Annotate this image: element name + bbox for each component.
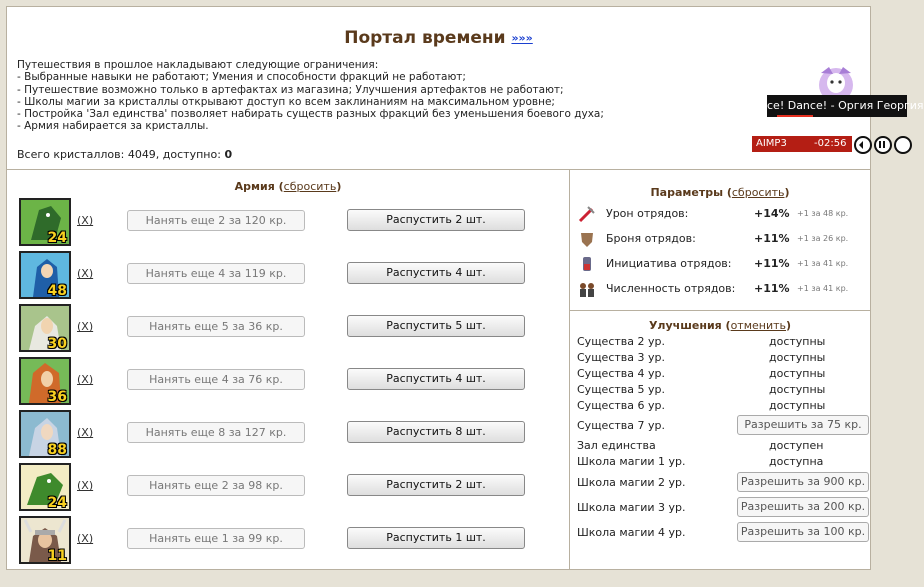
unit-portrait-icon[interactable] xyxy=(19,357,71,405)
unit-row xyxy=(19,357,559,403)
param-cost: +1 за 48 кр. xyxy=(797,209,849,218)
unit-count: 36 xyxy=(47,389,67,405)
param-row xyxy=(578,204,868,224)
unit-count: 24 xyxy=(47,230,67,246)
crystals-available: 0 xyxy=(224,148,233,161)
params-section xyxy=(570,170,870,311)
track-bar[interactable] xyxy=(767,95,924,117)
top-panel xyxy=(7,7,870,170)
upgrade-name: Существа 7 ур. xyxy=(577,419,665,432)
params-title-text: Параметры xyxy=(650,186,724,199)
hire-button[interactable]: Нанять еще 2 за 120 кр. xyxy=(127,210,305,231)
dismiss-button[interactable]: Распустить 5 шт. xyxy=(347,315,525,337)
param-row xyxy=(578,254,868,274)
upgrade-status: доступны xyxy=(769,335,826,348)
param-row xyxy=(578,229,868,249)
param-row xyxy=(578,279,868,299)
upgrades-title: Улучшения (отменить) xyxy=(648,319,792,332)
param-cost: +1 за 41 кр. xyxy=(797,259,849,268)
upgrade-status: доступны xyxy=(769,383,826,396)
upgrade-name: Школа магии 1 ур. xyxy=(577,455,686,468)
unit-count: 24 xyxy=(47,495,67,511)
army-section xyxy=(7,170,570,569)
initiative-icon xyxy=(578,255,596,273)
unit-row xyxy=(19,251,559,297)
rewind-icon[interactable] xyxy=(854,136,872,154)
army-reset-link[interactable]: сбросить xyxy=(283,180,337,193)
media-player xyxy=(756,90,924,155)
dismiss-button[interactable]: Распустить 4 шт. xyxy=(347,368,525,390)
player-app: AIMP3 xyxy=(756,138,787,149)
unit-count: 88 xyxy=(47,442,67,458)
params-title: Параметры (сбросить) xyxy=(650,186,790,199)
params-reset-link[interactable]: сбросить xyxy=(731,186,785,199)
upgrade-status: доступны xyxy=(769,399,826,412)
allow-button[interactable]: Разрешить за 900 кр. xyxy=(737,472,869,492)
dismiss-button[interactable]: Распустить 1 шт. xyxy=(347,527,525,549)
upgrade-name: Школа магии 2 ур. xyxy=(577,476,686,489)
unit-count: 48 xyxy=(47,283,67,299)
track-title: ce! Dance! - Оргия Георгия xyxy=(767,99,924,112)
rule-line: - Школы магии за кристаллы открывают доступ ко всем заклинаниям на максимальном уровне; xyxy=(17,95,555,108)
rule-line: - Путешествие возможно только в артефактах из магазина; Улучшения артефактов не работают; xyxy=(17,83,564,96)
dismiss-button[interactable]: Распустить 2 шт. xyxy=(347,209,525,231)
unit-count: 30 xyxy=(47,336,67,352)
page xyxy=(6,6,871,570)
allow-button[interactable]: Разрешить за 100 кр. xyxy=(737,522,869,542)
unit-portrait-icon[interactable] xyxy=(19,410,71,458)
upgrade-name: Существа 4 ур. xyxy=(577,367,665,380)
unit-portrait-icon[interactable] xyxy=(19,198,71,246)
unit-remove-link[interactable]: (X) xyxy=(77,267,94,280)
forward-icon[interactable] xyxy=(894,136,912,154)
hire-button[interactable]: Нанять еще 4 за 76 кр. xyxy=(127,369,305,390)
unit-remove-link[interactable]: (X) xyxy=(77,479,94,492)
hire-button[interactable]: Нанять еще 1 за 99 кр. xyxy=(127,528,305,549)
upgrade-status: доступна xyxy=(769,455,824,468)
upgrade-name: Зал единства xyxy=(577,439,656,452)
player-time: -02:56 xyxy=(814,138,847,149)
dismiss-button[interactable]: Распустить 4 шт. xyxy=(347,262,525,284)
allow-button[interactable]: Разрешить за 75 кр. xyxy=(737,415,869,435)
unit-row xyxy=(19,463,559,509)
dismiss-button[interactable]: Распустить 2 шт. xyxy=(347,474,525,496)
upgrade-name: Школа магии 3 ур. xyxy=(577,501,686,514)
dismiss-button[interactable]: Распустить 8 шт. xyxy=(347,421,525,443)
upgrade-status: доступны xyxy=(769,351,826,364)
param-cost: +1 за 26 кр. xyxy=(797,234,849,243)
param-value: +11% xyxy=(754,282,790,295)
page-title xyxy=(7,28,870,48)
upgrade-status: доступны xyxy=(769,367,826,380)
param-name: Инициатива отрядов: xyxy=(606,257,732,270)
upgrades-section xyxy=(570,311,870,569)
unit-remove-link[interactable]: (X) xyxy=(77,373,94,386)
rule-line: - Армия набирается за кристаллы. xyxy=(17,120,209,133)
title-text: Портал времени xyxy=(344,28,506,48)
damage-icon xyxy=(578,205,596,223)
player-controls xyxy=(752,136,902,152)
upgrades-title-text: Улучшения xyxy=(648,319,722,332)
hire-button[interactable]: Нанять еще 4 за 119 кр. xyxy=(127,263,305,284)
unit-remove-link[interactable]: (X) xyxy=(77,320,94,333)
upgrades-cancel-link[interactable]: отменить xyxy=(730,319,787,332)
unit-portrait-icon[interactable] xyxy=(19,516,71,564)
unit-portrait-icon[interactable] xyxy=(19,463,71,511)
crystals-label: Всего кристаллов: 4049, доступно: xyxy=(17,148,221,161)
param-cost: +1 за 41 кр. xyxy=(797,284,849,293)
title-link[interactable]: »»» xyxy=(511,31,533,45)
rules-text xyxy=(17,59,604,133)
player-label xyxy=(752,136,852,152)
unit-remove-link[interactable]: (X) xyxy=(77,532,94,545)
units-icon xyxy=(578,280,596,298)
unit-portrait-icon[interactable] xyxy=(19,304,71,352)
param-name: Броня отрядов: xyxy=(606,232,696,245)
army-title-text: Армия xyxy=(234,180,275,193)
crystals-info xyxy=(17,148,232,161)
hire-button[interactable]: Нанять еще 2 за 98 кр. xyxy=(127,475,305,496)
param-name: Численность отрядов: xyxy=(606,282,736,295)
allow-button[interactable]: Разрешить за 200 кр. xyxy=(737,497,869,517)
unit-count: 11 xyxy=(47,548,67,564)
unit-remove-link[interactable]: (X) xyxy=(77,214,94,227)
upgrade-name: Существа 6 ур. xyxy=(577,399,665,412)
unit-portrait-icon[interactable] xyxy=(19,251,71,299)
hire-button[interactable]: Нанять еще 5 за 36 кр. xyxy=(127,316,305,337)
upgrade-name: Существа 3 ур. xyxy=(577,351,665,364)
track-progress xyxy=(777,115,813,117)
param-value: +11% xyxy=(754,232,790,245)
armor-icon xyxy=(578,230,596,248)
army-title: Армия (сбросить) xyxy=(234,180,342,193)
rule-line: Путешествия в прошлое накладывают следующие ограничения: xyxy=(17,59,379,71)
pause-icon[interactable] xyxy=(874,136,892,154)
param-value: +11% xyxy=(754,257,790,270)
upgrade-name: Школа магии 4 ур. xyxy=(577,526,686,539)
unit-row xyxy=(19,198,559,244)
rule-line: - Выбранные навыки не работают; Умения и способности фракций не работают; xyxy=(17,71,466,84)
unit-row xyxy=(19,410,559,456)
unit-row xyxy=(19,516,559,562)
hire-button[interactable]: Нанять еще 8 за 127 кр. xyxy=(127,422,305,443)
upgrade-status: доступен xyxy=(769,439,824,452)
upgrade-name: Существа 2 ур. xyxy=(577,335,665,348)
unit-remove-link[interactable]: (X) xyxy=(77,426,94,439)
rule-line: - Постройка 'Зал единства' позволяет набирать существ разных фракций без уменьшения боевого духа; xyxy=(17,108,604,121)
param-name: Урон отрядов: xyxy=(606,207,689,220)
param-value: +14% xyxy=(754,207,790,220)
upgrade-name: Существа 5 ур. xyxy=(577,383,665,396)
unit-row xyxy=(19,304,559,350)
